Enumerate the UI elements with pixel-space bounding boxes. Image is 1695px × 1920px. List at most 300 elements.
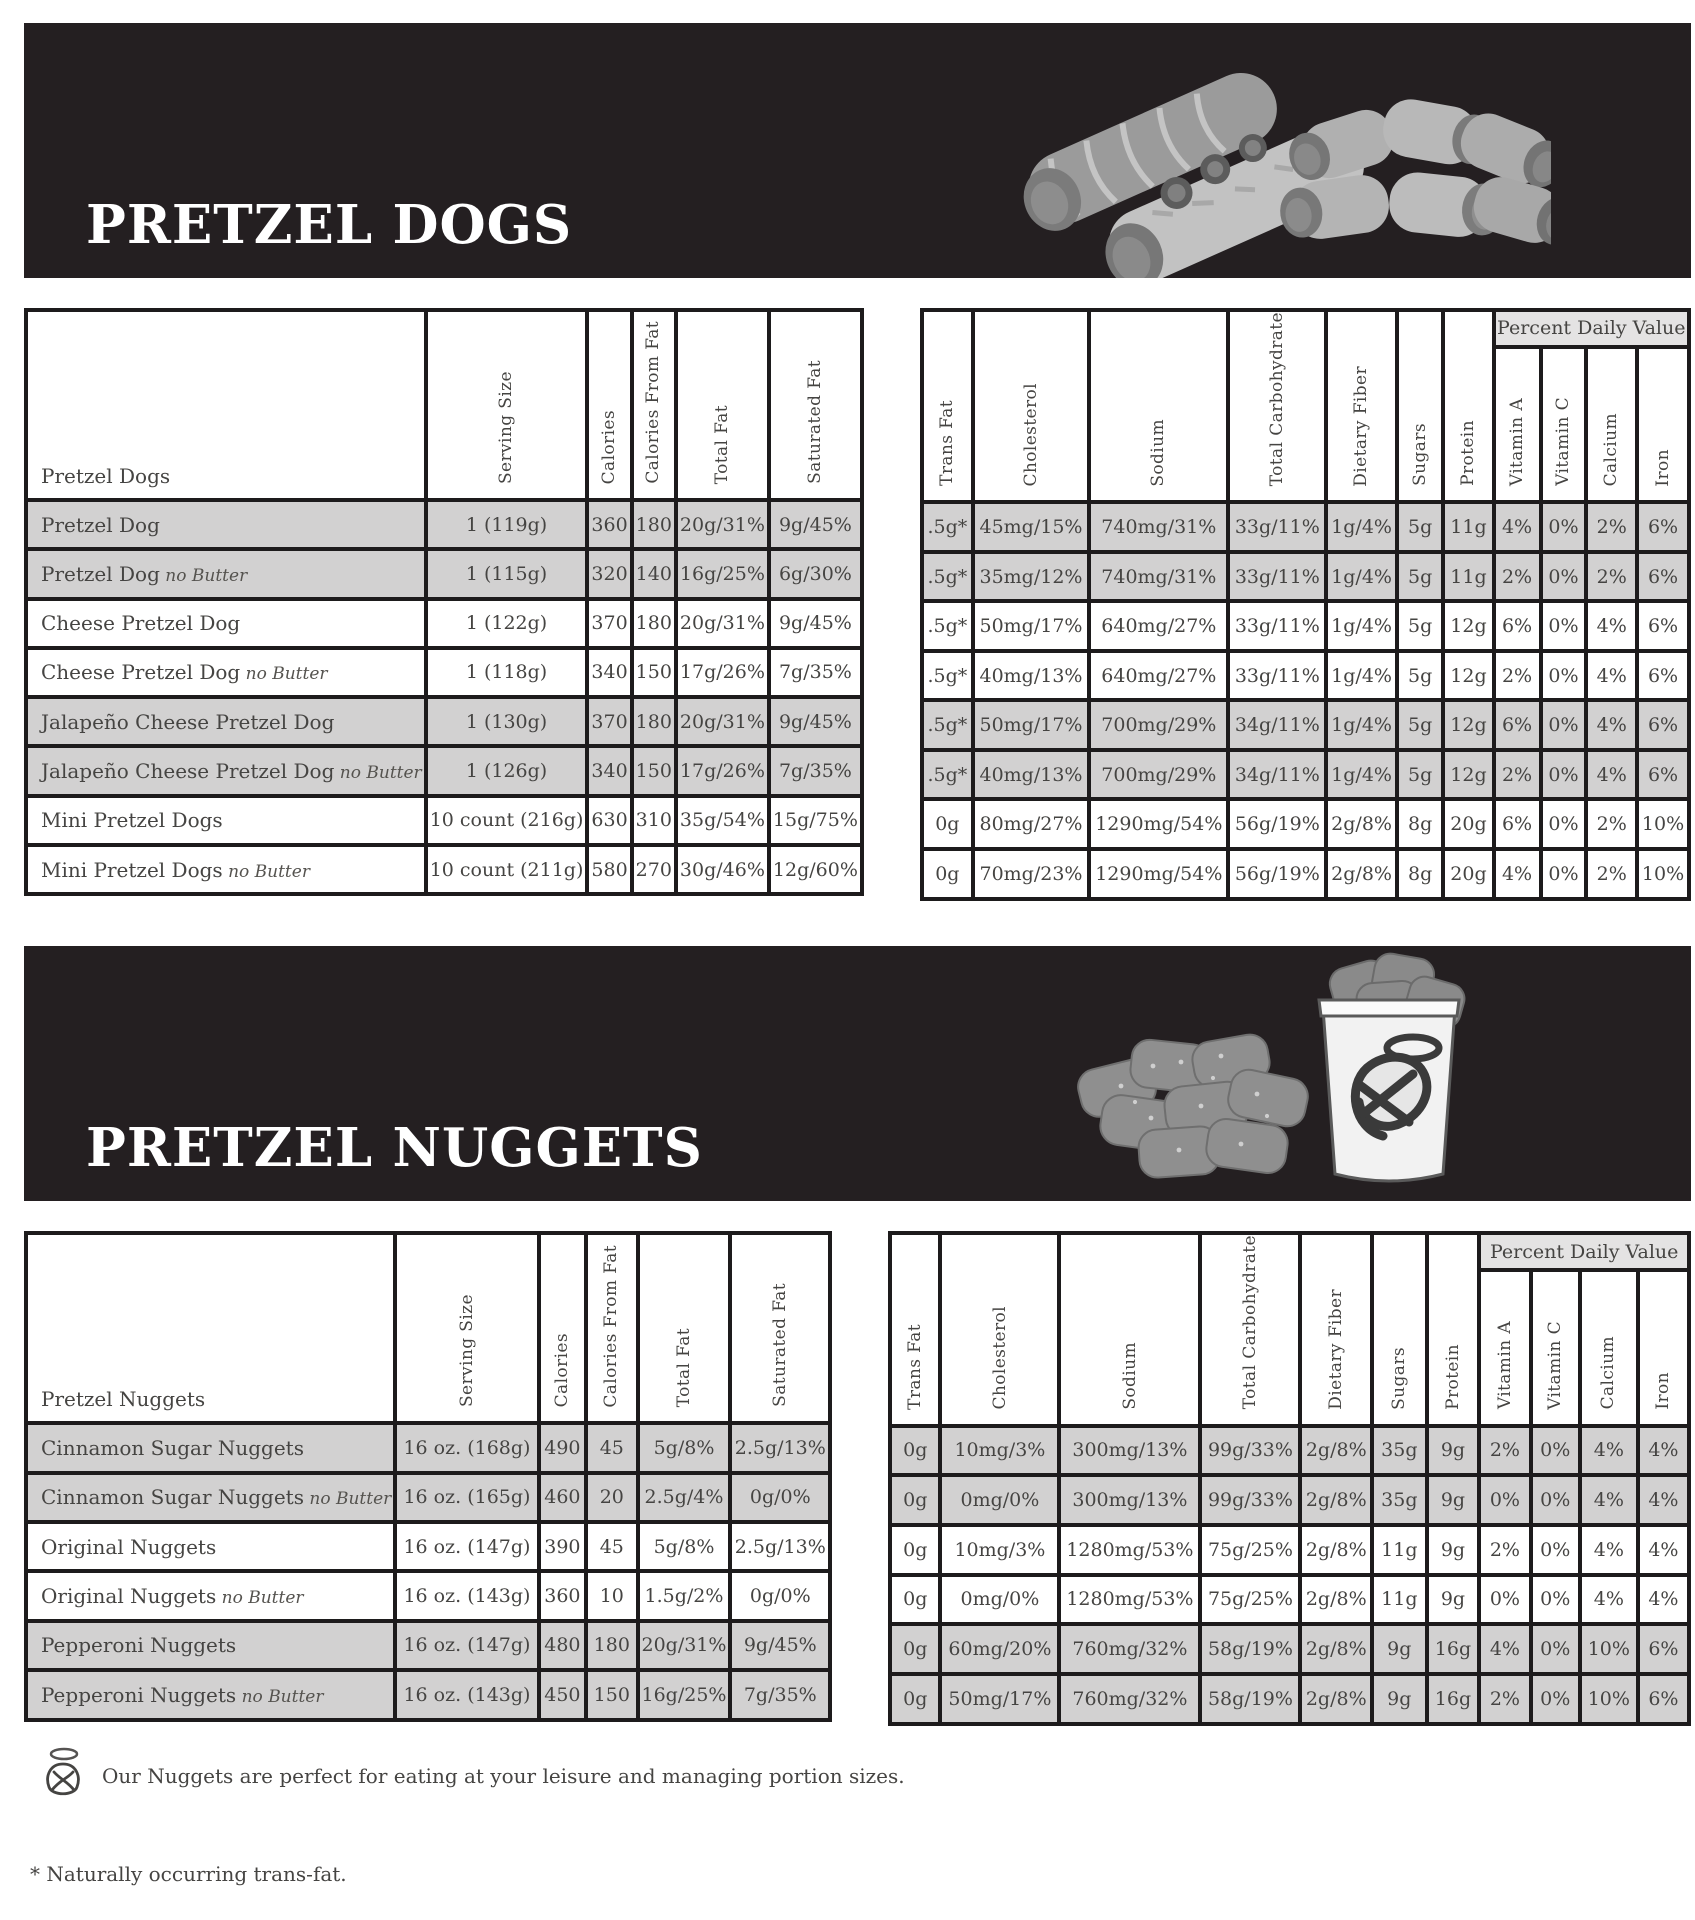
value-cell: 70mg/23% — [973, 849, 1089, 899]
column-header-label: Iron — [1652, 448, 1673, 487]
product-name: Cheese Pretzel Dog — [41, 611, 241, 636]
table-header — [890, 1233, 1689, 1425]
value-cell: 4% — [1580, 1575, 1638, 1625]
pretzel-nuggets-micronutrient-table — [888, 1231, 1691, 1726]
value-cell: 34g/11% — [1228, 700, 1326, 750]
column-header-iron — [1638, 1270, 1689, 1425]
value-cell: 580 — [587, 845, 631, 894]
product-name-cell — [26, 796, 426, 845]
value-cell: 4% — [1638, 1426, 1689, 1476]
value-cell: 6% — [1494, 700, 1541, 750]
pretzel-dogs-tables — [24, 308, 1691, 896]
value-cell: 30g/46% — [676, 845, 769, 894]
value-cell: 5g — [1397, 502, 1443, 552]
value-cell: 17g/26% — [676, 746, 769, 795]
value-cell: 10mg/3% — [940, 1525, 1059, 1575]
product-name-cell — [26, 1423, 395, 1472]
value-cell: 1 (115g) — [426, 549, 588, 598]
value-cell: 4% — [1638, 1475, 1689, 1525]
value-cell: 490 — [539, 1423, 586, 1472]
value-cell: 99g/33% — [1200, 1426, 1300, 1476]
column-header-label: Calcium — [1598, 1336, 1619, 1410]
value-cell: 1280mg/53% — [1059, 1575, 1200, 1625]
value-cell: 140 — [632, 549, 676, 598]
value-cell: 20g — [1443, 799, 1493, 849]
pretzel-nuggets-macronutrient-table — [24, 1231, 832, 1721]
section-title-pretzel-nuggets: PRETZEL NUGGETS — [86, 1117, 703, 1180]
column-header-dietary-fiber — [1326, 310, 1397, 502]
column-header-iron — [1637, 347, 1689, 502]
table-corner-label: Pretzel Dogs — [26, 310, 426, 500]
product-name: Cinnamon Sugar Nuggets — [41, 1435, 304, 1460]
section-title-pretzel-dogs: PRETZEL DOGS — [86, 194, 573, 256]
value-cell: 16g/25% — [638, 1670, 731, 1719]
value-cell: 2g/8% — [1326, 799, 1397, 849]
value-cell: 12g — [1443, 700, 1493, 750]
value-cell: 360 — [587, 500, 631, 549]
value-cell: 1 (130g) — [426, 697, 588, 746]
value-cell: 150 — [586, 1670, 637, 1719]
value-cell: 0% — [1541, 849, 1587, 899]
value-cell: 58g/19% — [1200, 1674, 1300, 1724]
product-name: Cinnamon Sugar Nuggets — [41, 1485, 304, 1510]
value-cell: 6% — [1637, 552, 1689, 602]
value-cell: 4% — [1586, 750, 1637, 800]
table-body — [890, 1426, 1689, 1724]
column-header-dietary-fiber — [1300, 1233, 1372, 1425]
pretzel-nuggets-tables — [24, 1231, 1691, 1721]
column-header-label: Dietary Fiber — [1325, 1288, 1346, 1410]
value-cell: 4% — [1586, 601, 1637, 651]
value-cell: 9g/45% — [769, 697, 862, 746]
value-cell: 300mg/13% — [1059, 1475, 1200, 1525]
value-cell: 35mg/12% — [973, 552, 1089, 602]
pretzel-dogs-photo — [1011, 23, 1551, 278]
value-cell: 370 — [587, 697, 631, 746]
value-cell: 5g — [1397, 651, 1443, 701]
value-cell: 4% — [1580, 1525, 1638, 1575]
value-cell: 700mg/29% — [1089, 700, 1228, 750]
table-header — [922, 310, 1689, 502]
table-row — [922, 849, 1689, 899]
value-cell: 75g/25% — [1200, 1525, 1300, 1575]
value-cell: 1g/4% — [1326, 601, 1397, 651]
value-cell: 0g — [890, 1624, 940, 1674]
value-cell: 1g/4% — [1326, 552, 1397, 602]
value-cell: 2.5g/13% — [730, 1423, 830, 1472]
value-cell: 0% — [1541, 799, 1587, 849]
column-header-label: Vitamin A — [1506, 398, 1527, 487]
column-header-sugars — [1397, 310, 1443, 502]
value-cell: 16 oz. (168g) — [395, 1423, 538, 1472]
value-cell: 2g/8% — [1326, 849, 1397, 899]
value-cell: 4% — [1638, 1575, 1689, 1625]
column-header-vitamin-c — [1541, 347, 1587, 502]
column-header-sodium — [1089, 310, 1228, 502]
value-cell: 12g — [1443, 601, 1493, 651]
nuggets-note-text: Our Nuggets are perfect for eating at your leisure and managing portion sizes. — [102, 1764, 905, 1788]
column-header-total-carbohydrate — [1228, 310, 1326, 502]
product-name: Mini Pretzel Dogs — [41, 808, 223, 833]
product-name: Mini Pretzel Dogs — [41, 857, 223, 882]
value-cell: 16g — [1427, 1674, 1480, 1724]
value-cell: 16 oz. (165g) — [395, 1473, 538, 1522]
column-header-sugars — [1372, 1233, 1427, 1425]
value-cell: 1g/4% — [1326, 700, 1397, 750]
pretzel-dogs-macronutrient-table — [24, 308, 864, 896]
table-row — [26, 1670, 830, 1719]
table-row — [26, 599, 862, 648]
value-cell: 0% — [1541, 700, 1587, 750]
product-name-cell — [26, 746, 426, 795]
product-name-cell — [26, 1522, 395, 1571]
product-variant: no Butter — [159, 565, 248, 586]
value-cell: 0g — [890, 1475, 940, 1525]
value-cell: 4% — [1586, 651, 1637, 701]
value-cell: 4% — [1586, 700, 1637, 750]
value-cell: 0g — [890, 1674, 940, 1724]
value-cell: 2g/8% — [1300, 1426, 1372, 1476]
value-cell: 16 oz. (143g) — [395, 1571, 538, 1620]
value-cell: 2g/8% — [1300, 1674, 1372, 1724]
value-cell: 4% — [1479, 1624, 1530, 1674]
value-cell: 630 — [587, 796, 631, 845]
nuggets-note — [40, 1746, 1695, 1807]
table-row — [922, 750, 1689, 800]
value-cell: 50mg/17% — [973, 700, 1089, 750]
value-cell: 0% — [1541, 502, 1587, 552]
value-cell: 0% — [1541, 750, 1587, 800]
value-cell: 56g/19% — [1228, 849, 1326, 899]
value-cell: 6% — [1637, 651, 1689, 701]
value-cell: 1g/4% — [1326, 651, 1397, 701]
product-name-cell — [26, 648, 426, 697]
value-cell: 20g/31% — [676, 599, 769, 648]
table-row — [26, 1522, 830, 1571]
value-cell: 0% — [1531, 1624, 1580, 1674]
value-cell: 5g — [1397, 750, 1443, 800]
column-header-cholesterol — [940, 1233, 1059, 1425]
value-cell: 0g — [890, 1426, 940, 1476]
value-cell: 0% — [1541, 651, 1587, 701]
table-row — [26, 1621, 830, 1670]
product-variant: no Butter — [240, 664, 328, 685]
value-cell: 10 count (211g) — [426, 845, 588, 894]
product-name-cell — [26, 697, 426, 746]
value-cell: 0% — [1541, 552, 1587, 602]
column-header-vitamin-a — [1494, 347, 1541, 502]
table-header — [26, 310, 862, 500]
product-variant: no Butter — [222, 861, 310, 882]
product-name: Pretzel Dog — [41, 512, 160, 537]
value-cell: 310 — [632, 796, 676, 845]
table-row — [26, 648, 862, 697]
value-cell: 9g — [1427, 1426, 1480, 1476]
product-name: Cheese Pretzel Dog — [41, 660, 241, 685]
value-cell: 6% — [1494, 799, 1541, 849]
trans-fat-footnote: * Naturally occurring trans-fat. — [30, 1862, 347, 1886]
value-cell: 50mg/17% — [973, 601, 1089, 651]
percent-daily-value-header: Percent Daily Value — [1479, 1233, 1689, 1270]
value-cell: 0g/0% — [730, 1571, 830, 1620]
value-cell: 0% — [1531, 1426, 1580, 1476]
value-cell: 33g/11% — [1228, 601, 1326, 651]
value-cell: 270 — [632, 845, 676, 894]
product-variant: no Butter — [334, 763, 422, 784]
column-header-label: Total Fat — [673, 1327, 694, 1408]
table-row — [26, 1571, 830, 1620]
value-cell: .5g* — [922, 502, 973, 552]
value-cell: 20g/31% — [676, 500, 769, 549]
value-cell: 12g — [1443, 750, 1493, 800]
column-header-label: Vitamin A — [1494, 1321, 1515, 1410]
value-cell: 640mg/27% — [1089, 601, 1228, 651]
value-cell: 2g/8% — [1300, 1624, 1372, 1674]
value-cell: 2% — [1586, 849, 1637, 899]
column-header-label: Vitamin C — [1544, 1320, 1565, 1410]
product-name: Jalapeño Cheese Pretzel Dog — [41, 759, 335, 784]
column-header-label: Sugars — [1388, 1346, 1409, 1410]
value-cell: 10% — [1637, 799, 1689, 849]
value-cell: 0g/0% — [730, 1473, 830, 1522]
value-cell: 7g/35% — [769, 648, 862, 697]
column-header-label: Sugars — [1409, 423, 1430, 487]
table-row — [922, 651, 1689, 701]
column-header-vitamin-c — [1531, 1270, 1580, 1425]
value-cell: 33g/11% — [1228, 502, 1326, 552]
product-name-cell — [26, 1571, 395, 1620]
value-cell: 6% — [1637, 601, 1689, 651]
value-cell: 150 — [632, 648, 676, 697]
header-row — [890, 1233, 1689, 1270]
value-cell: 99g/33% — [1200, 1475, 1300, 1525]
product-variant: no Butter — [303, 1489, 392, 1510]
value-cell: 7g/35% — [730, 1670, 830, 1719]
table-row — [26, 845, 862, 894]
column-header-serving-size — [395, 1233, 538, 1423]
value-cell: 5g — [1397, 552, 1443, 602]
value-cell: 4% — [1580, 1426, 1638, 1476]
value-cell: 2g/8% — [1300, 1575, 1372, 1625]
value-cell: 0g — [922, 849, 973, 899]
column-header-cholesterol — [973, 310, 1089, 502]
value-cell: 760mg/32% — [1059, 1624, 1200, 1674]
value-cell: 11g — [1443, 502, 1493, 552]
product-name: Pepperoni Nuggets — [41, 1633, 237, 1658]
column-header-label: Calories From Fat — [601, 1244, 622, 1408]
value-cell: 16g/25% — [676, 549, 769, 598]
value-cell: 35g — [1372, 1475, 1427, 1525]
value-cell: 0mg/0% — [940, 1575, 1059, 1625]
value-cell: 45mg/15% — [973, 502, 1089, 552]
value-cell: 40mg/13% — [973, 651, 1089, 701]
value-cell: .5g* — [922, 651, 973, 701]
value-cell: 20g/31% — [676, 697, 769, 746]
value-cell: 16 oz. (143g) — [395, 1670, 538, 1719]
value-cell: 8g — [1397, 849, 1443, 899]
value-cell: 0% — [1531, 1575, 1580, 1625]
column-header-label: Total Carbohydrate — [1240, 1235, 1261, 1410]
value-cell: 35g/54% — [676, 796, 769, 845]
value-cell: 17g/26% — [676, 648, 769, 697]
value-cell: 2% — [1586, 799, 1637, 849]
table-row — [922, 601, 1689, 651]
pretzel-nuggets-banner — [24, 946, 1691, 1201]
value-cell: 60mg/20% — [940, 1624, 1059, 1674]
value-cell: 5g — [1397, 601, 1443, 651]
value-cell: 58g/19% — [1200, 1624, 1300, 1674]
column-header-label: Vitamin C — [1553, 397, 1574, 487]
value-cell: 7g/35% — [769, 746, 862, 795]
value-cell: 16 oz. (147g) — [395, 1621, 538, 1670]
value-cell: 760mg/32% — [1059, 1674, 1200, 1724]
value-cell: 2.5g/13% — [730, 1522, 830, 1571]
value-cell: 45 — [586, 1423, 637, 1472]
value-cell: 0% — [1479, 1575, 1530, 1625]
table-row — [26, 697, 862, 746]
header-row — [922, 310, 1689, 347]
column-header-label: Serving Size — [456, 1294, 477, 1408]
value-cell: 12g — [1443, 651, 1493, 701]
value-cell: 180 — [632, 599, 676, 648]
value-cell: 0% — [1531, 1525, 1580, 1575]
value-cell: 0% — [1479, 1475, 1530, 1525]
value-cell: 390 — [539, 1522, 586, 1571]
value-cell: 6% — [1637, 700, 1689, 750]
column-header-label: Total Fat — [712, 404, 733, 484]
pretzel-dogs-banner — [24, 23, 1691, 278]
value-cell: 40mg/13% — [973, 750, 1089, 800]
value-cell: 150 — [632, 746, 676, 795]
table-corner-label: Pretzel Nuggets — [26, 1233, 395, 1423]
column-header-label: Trans Fat — [937, 400, 957, 487]
value-cell: 180 — [586, 1621, 637, 1670]
value-cell: 370 — [587, 599, 631, 648]
column-header-protein — [1427, 1233, 1480, 1425]
column-header-label: Sodium — [1119, 1341, 1140, 1410]
value-cell: 10% — [1637, 849, 1689, 899]
column-header-label: Saturated Fat — [769, 1283, 790, 1408]
column-header-serving-size — [426, 310, 588, 500]
column-header-label: Calcium — [1601, 412, 1622, 487]
table-header — [26, 1233, 830, 1423]
column-header-label: Sodium — [1148, 418, 1169, 487]
value-cell: 460 — [539, 1473, 586, 1522]
value-cell: 10 count (216g) — [426, 796, 588, 845]
value-cell: 4% — [1494, 502, 1541, 552]
value-cell: 1 (119g) — [426, 500, 588, 549]
value-cell: 20 — [586, 1473, 637, 1522]
value-cell: 700mg/29% — [1089, 750, 1228, 800]
column-header-protein — [1443, 310, 1493, 502]
value-cell: 740mg/31% — [1089, 502, 1228, 552]
pretzel-halo-icon — [40, 1746, 86, 1807]
value-cell: 33g/11% — [1228, 552, 1326, 602]
table-row — [890, 1426, 1689, 1476]
product-name-cell — [26, 500, 426, 549]
value-cell: 360 — [539, 1571, 586, 1620]
table-row — [922, 799, 1689, 849]
value-cell: 2% — [1479, 1525, 1530, 1575]
value-cell: 45 — [586, 1522, 637, 1571]
column-header-label: Calories — [599, 409, 620, 484]
value-cell: .5g* — [922, 700, 973, 750]
value-cell: 1290mg/54% — [1089, 849, 1228, 899]
column-header-label: Total Carbohydrate — [1266, 312, 1287, 487]
value-cell: 11g — [1372, 1575, 1427, 1625]
value-cell: 2% — [1494, 651, 1541, 701]
product-name: Original Nuggets — [41, 1534, 217, 1559]
value-cell: 10mg/3% — [940, 1426, 1059, 1476]
value-cell: 16g — [1427, 1624, 1480, 1674]
column-header-label: Saturated Fat — [805, 360, 826, 484]
column-header-label: Cholesterol — [1020, 382, 1041, 487]
value-cell: 640mg/27% — [1089, 651, 1228, 701]
value-cell: 50mg/17% — [940, 1674, 1059, 1724]
value-cell: 33g/11% — [1228, 651, 1326, 701]
value-cell: 340 — [587, 746, 631, 795]
column-header-trans-fat — [890, 1233, 940, 1425]
table-row — [922, 502, 1689, 552]
table-row — [26, 500, 862, 549]
column-header-calcium — [1586, 347, 1637, 502]
value-cell: 6% — [1638, 1624, 1689, 1674]
product-name: Jalapeño Cheese Pretzel Dog — [41, 709, 335, 734]
value-cell: 5g — [1397, 700, 1443, 750]
column-header-total-carbohydrate — [1200, 1233, 1300, 1425]
value-cell: .5g* — [922, 552, 973, 602]
column-header-saturated-fat — [730, 1233, 830, 1423]
column-header-label: Calories From Fat — [643, 321, 664, 484]
column-header-calories — [539, 1233, 586, 1423]
value-cell: 20g/31% — [638, 1621, 731, 1670]
value-cell: 0g — [890, 1525, 940, 1575]
table-row — [26, 1473, 830, 1522]
product-name-cell — [26, 1621, 395, 1670]
value-cell: 9g/45% — [730, 1621, 830, 1670]
value-cell: 1g/4% — [1326, 750, 1397, 800]
value-cell: 1 (126g) — [426, 746, 588, 795]
value-cell: 0g — [890, 1575, 940, 1625]
table-body — [922, 502, 1689, 898]
value-cell: 35g — [1372, 1426, 1427, 1476]
value-cell: 0% — [1531, 1674, 1580, 1724]
value-cell: 20g — [1443, 849, 1493, 899]
column-header-calories — [587, 310, 631, 500]
product-name: Pepperoni Nuggets — [41, 1682, 237, 1707]
value-cell: 2% — [1479, 1426, 1530, 1476]
value-cell: 6% — [1494, 601, 1541, 651]
value-cell: 9g — [1372, 1624, 1427, 1674]
value-cell: 2% — [1494, 750, 1541, 800]
nuggets-photo — [1061, 946, 1481, 1201]
value-cell: 80mg/27% — [973, 799, 1089, 849]
value-cell: 0g — [922, 799, 973, 849]
column-header-calories-from-fat — [632, 310, 676, 500]
product-variant: no Butter — [236, 1686, 324, 1707]
section-pretzel-dogs — [0, 23, 1695, 896]
value-cell: .5g* — [922, 750, 973, 800]
column-header-label: Serving Size — [496, 370, 517, 484]
column-header-vitamin-a — [1479, 1270, 1530, 1425]
column-header-total-fat — [676, 310, 769, 500]
product-name-cell — [26, 845, 426, 894]
value-cell: 2.5g/4% — [638, 1473, 731, 1522]
percent-daily-value-header: Percent Daily Value — [1494, 310, 1689, 347]
product-name: Pretzel Dog — [41, 561, 160, 586]
column-header-label: Iron — [1653, 1371, 1674, 1410]
column-header-label: Dietary Fiber — [1351, 365, 1372, 487]
